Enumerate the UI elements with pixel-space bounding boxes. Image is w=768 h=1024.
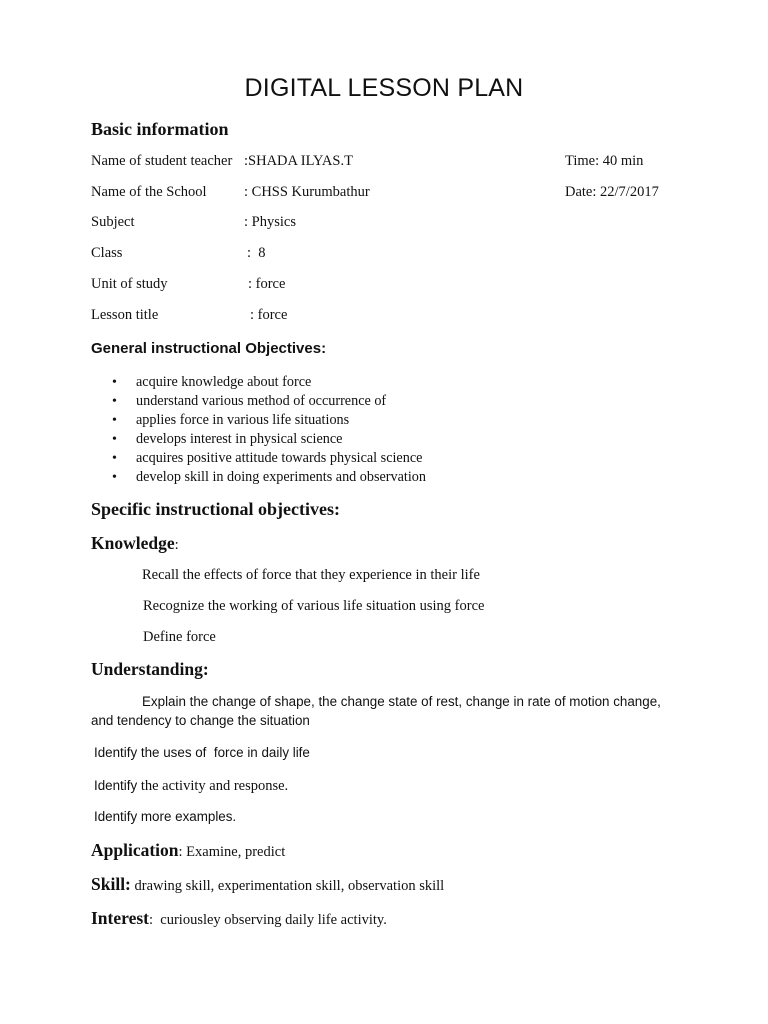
- skill-line: [91, 874, 444, 895]
- label-lesson-title: Lesson title: [91, 307, 159, 323]
- application-line: [91, 840, 285, 861]
- list-item: • acquires positive attitude towards physical science: [91, 449, 426, 468]
- knowledge-item: Recognize the working of various life situation using force: [143, 598, 485, 614]
- knowledge-heading: [91, 533, 179, 554]
- value-date: Date: 22/7/2017: [565, 184, 659, 200]
- value-subject: : Physics: [244, 214, 296, 230]
- value-unit: : force: [248, 276, 286, 292]
- label-school: Name of the School: [91, 184, 207, 200]
- value-lesson-title: : force: [250, 307, 288, 323]
- interest-label: Interest: [91, 908, 149, 928]
- application-text: : Examine, predict: [178, 844, 286, 860]
- specific-objectives-heading: Specific instructional objectives:: [91, 499, 340, 519]
- general-objectives-list: [91, 373, 426, 487]
- value-time: Time: 40 min: [565, 153, 644, 169]
- understanding-item: Identify more examples.: [94, 809, 237, 824]
- list-item: • develops interest in physical science: [91, 430, 426, 449]
- understanding-item: [94, 777, 288, 795]
- list-item: • applies force in various life situations: [91, 411, 426, 430]
- interest-text: : curiousley observing daily life activity.: [149, 912, 387, 928]
- list-item: • develop skill in doing experiments and observation: [91, 468, 426, 487]
- skill-label: Skill:: [91, 874, 131, 894]
- list-item: • understand various method of occurrence of: [91, 392, 426, 411]
- understanding-item-verb: Identify: [94, 778, 138, 793]
- understanding-paragraph-line2: and tendency to change the situation: [91, 713, 310, 728]
- value-class: : 8: [247, 245, 266, 261]
- value-school: : CHSS Kurumbathur: [244, 184, 370, 200]
- general-objectives-heading: General instructional Objectives:: [91, 340, 327, 357]
- knowledge-colon: :: [174, 537, 179, 553]
- label-student-teacher: Name of student teacher: [91, 153, 233, 169]
- application-label: Application: [91, 840, 179, 860]
- label-unit: Unit of study: [91, 276, 168, 292]
- understanding-item-text: the activity and response.: [137, 778, 289, 794]
- understanding-paragraph-line1: Explain the change of shape, the change state of rest, change in rate of motion change,: [142, 694, 661, 709]
- understanding-item: Identify the uses of force in daily life: [94, 745, 310, 760]
- list-item: • acquire knowledge about force: [91, 373, 426, 392]
- interest-line: [91, 908, 387, 929]
- knowledge-item: Define force: [143, 629, 216, 645]
- skill-text: drawing skill, experimentation skill, observation skill: [130, 878, 445, 894]
- label-class: Class: [91, 245, 123, 261]
- label-subject: Subject: [91, 214, 135, 230]
- knowledge-item: Recall the effects of force that they experience in their life: [142, 567, 480, 583]
- page-title: DIGITAL LESSON PLAN: [244, 74, 524, 102]
- value-student-teacher: :SHADA ILYAS.T: [244, 153, 353, 169]
- understanding-heading: Understanding:: [91, 659, 209, 679]
- knowledge-label: Knowledge: [91, 533, 175, 553]
- basic-information-heading: Basic information: [91, 119, 229, 139]
